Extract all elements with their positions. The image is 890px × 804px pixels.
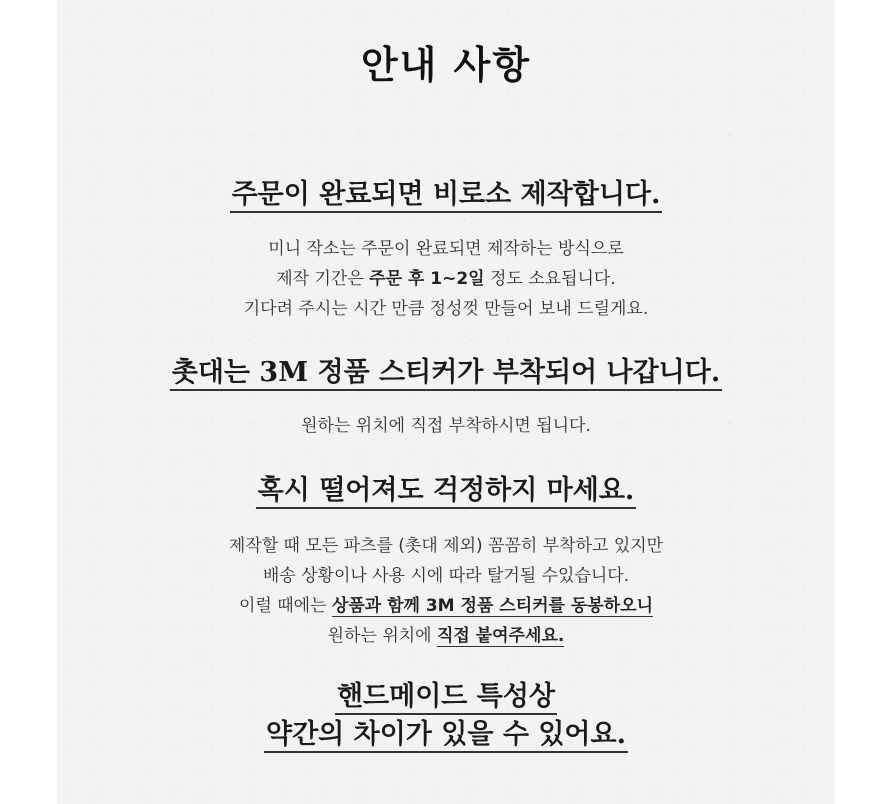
body-text-segment: 정도 소요됩니다. [484,269,616,289]
page-title: 안내 사항 [360,43,532,87]
section-body-production [57,234,835,324]
section-heading-sticker [57,356,835,390]
body-text-segment: 이럴 때에는 [238,596,332,616]
body-line: 기다려 주시는 시간 만큼 정성껏 만들어 보내 드릴게요. [243,299,649,319]
body-line: 배송 상황이나 사용 시에 따라 탈거될 수있습니다. [262,566,630,586]
body-line: 원하는 위치에 직접 부착하시면 됩니다. [301,416,591,436]
heading-text: 혹시 떨어져도 걱정하지 마세요. [256,475,637,509]
paper-background [57,0,835,804]
heading-text: 약간의 차이가 있을 수 있어요. [264,719,628,753]
heading-text: 촛대는 3M 정품 스티커가 부착되어 나갑니다. [170,357,722,391]
section-body-sticker [57,411,835,441]
heading-text: 주문이 완료되면 비로소 제작합니다. [230,179,663,213]
body-text-segment: 제작 기간은 [276,269,370,289]
body-line: 미니 작소는 주문이 완료되면 제작하는 방식으로 [268,239,624,259]
body-line [57,591,835,621]
heading-line [57,718,835,752]
section-heading-detach [57,474,835,508]
emphasis-text: 상품과 함께 3M 정품 스티커를 동봉하오니 [331,596,653,616]
body-line: 제작할 때 모든 파츠를 (촛대 제외) 꼼꼼히 부착하고 있지만 [228,536,664,556]
section-heading-handmade [57,680,835,752]
emphasis-text: 직접 붙여주세요. [437,626,565,646]
body-text-segment: 원하는 위치에 [327,626,437,646]
heading-line [57,680,835,714]
body-line [57,264,835,294]
section-heading-production [57,178,835,212]
emphasis-text: 주문 후 1~2일 [369,269,485,289]
section-body-detach [57,531,835,651]
heading-text: 핸드메이드 특성상 [335,681,557,715]
body-line [57,621,835,651]
